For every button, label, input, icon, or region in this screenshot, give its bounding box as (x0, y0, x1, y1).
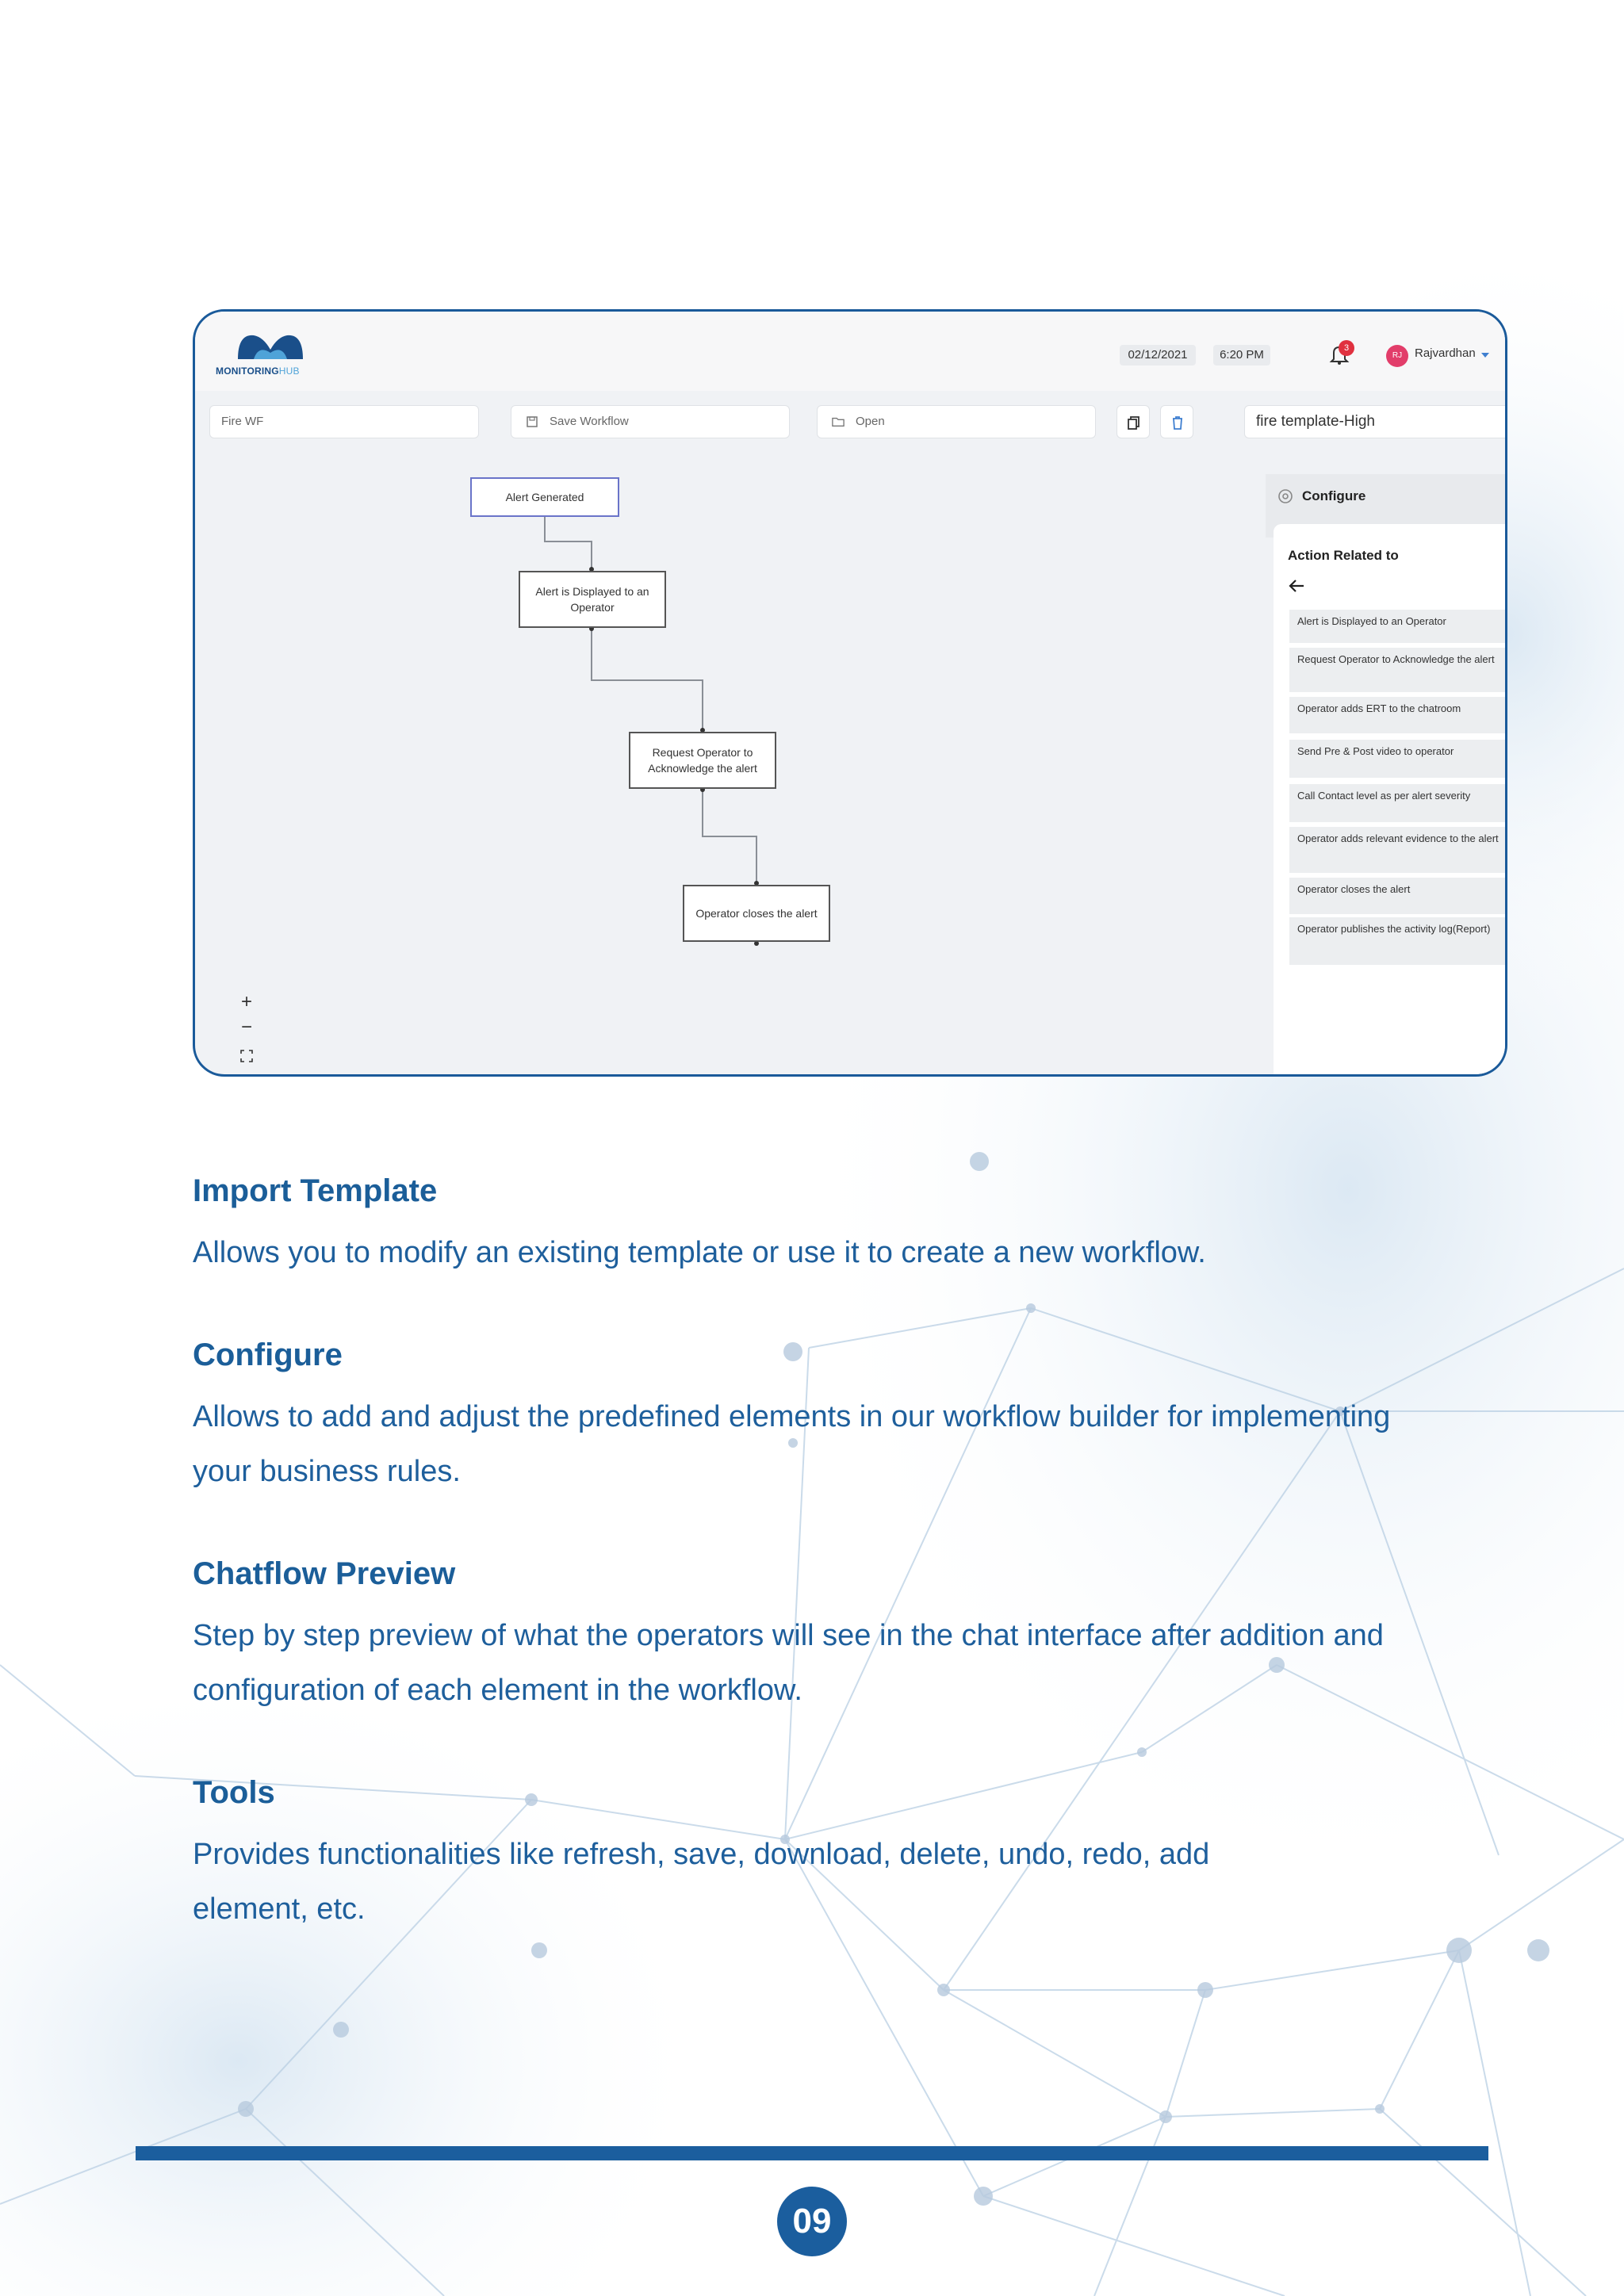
configure-title: Configure (1302, 488, 1366, 503)
user-name[interactable]: Rajvardhan (1415, 346, 1476, 360)
flow-node-request-acknowledge[interactable]: Request Operator to Acknowledge the alert (629, 732, 776, 789)
footer-bar (136, 2146, 1488, 2160)
avatar[interactable]: RJ (1386, 345, 1408, 367)
open-label: Open (856, 415, 885, 428)
section-heading-configure: Configure (193, 1337, 343, 1372)
zoom-in-button[interactable]: + (240, 991, 252, 1012)
date-display: 02/12/2021 (1120, 345, 1196, 365)
action-item[interactable]: Send Pre & Post video to operator (1289, 740, 1507, 778)
notification-badge: 3 (1339, 340, 1354, 356)
zoom-out-button[interactable]: − (240, 1016, 252, 1038)
page-number: 09 (777, 2187, 847, 2256)
workflow-builder-screenshot (193, 309, 1507, 1077)
action-item[interactable]: Request Operator to Acknowledge the alert (1289, 648, 1507, 692)
workflow-name-value: Fire WF (221, 415, 264, 428)
section-text-tools: Provides functionalities like refresh, save, download, delete, undo, redo, add element, etc. (193, 1838, 1210, 1926)
flow-node-alert-displayed[interactable]: Alert is Displayed to an Operator (519, 571, 666, 628)
gear-icon (1277, 488, 1294, 505)
section-heading-import-template: Import Template (193, 1173, 438, 1208)
action-item[interactable]: Operator publishes the activity log(Report) (1289, 917, 1507, 965)
action-item[interactable]: Alert is Displayed to an Operator (1289, 610, 1507, 643)
action-related-title: Action Related to (1288, 548, 1399, 563)
section-text-configure: Allows to add and adjust the predefined elements in our workflow builder for implementing your business rules. (193, 1400, 1391, 1488)
action-item[interactable]: Operator adds relevant evidence to the alert (1289, 827, 1507, 873)
section-text-import-template: Allows you to modify an existing template or use it to create a new workflow. (193, 1236, 1206, 1269)
action-item[interactable]: Operator adds ERT to the chatroom (1289, 697, 1507, 733)
logo-text-accent: HUB (278, 365, 300, 377)
logo-text-main: MONITORING (216, 365, 279, 377)
time-display: 6:20 PM (1213, 345, 1270, 365)
save-workflow-label: Save Workflow (550, 415, 629, 428)
flow-node-alert-generated[interactable]: Alert Generated (470, 477, 619, 517)
action-item[interactable]: Operator closes the alert (1289, 878, 1507, 914)
template-select[interactable]: fire template-High (1244, 405, 1507, 438)
section-text-chatflow-preview: Step by step preview of what the operators will see in the chat interface after addition and configuration of each element in the workflow. (193, 1619, 1384, 1707)
action-item[interactable]: Call Contact level as per alert severity (1289, 784, 1507, 822)
section-heading-chatflow-preview: Chatflow Preview (193, 1556, 456, 1591)
fit-view-icon[interactable] (235, 1044, 259, 1068)
flow-node-operator-closes[interactable]: Operator closes the alert (683, 885, 830, 942)
section-heading-tools: Tools (193, 1775, 275, 1810)
back-arrow-icon[interactable] (1288, 578, 1307, 594)
